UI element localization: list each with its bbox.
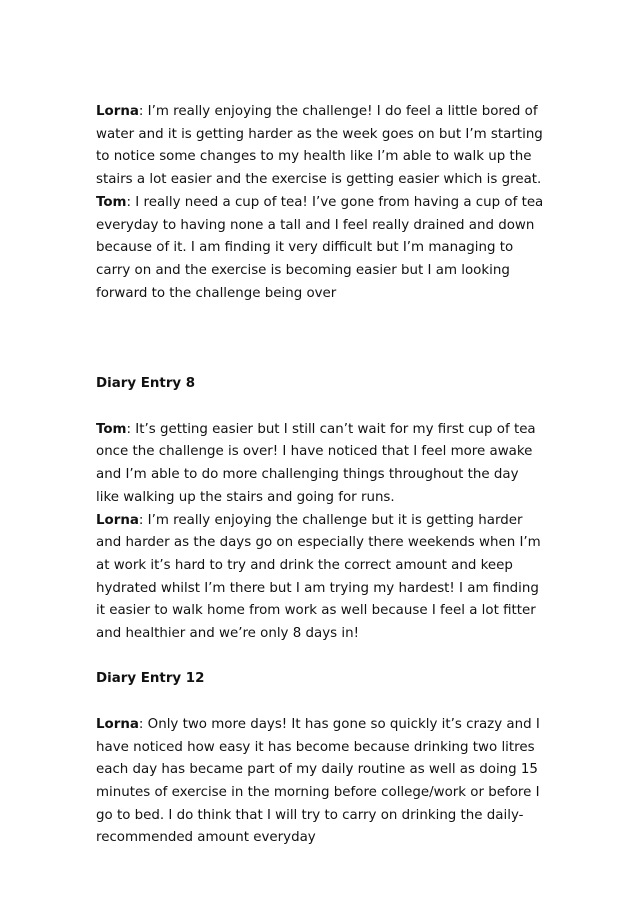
speaker-name: Lorna bbox=[96, 104, 139, 119]
paragraph-text: : It’s getting easier but I still can’t wait for my first cup of tea once the challenge is over! I have noticed that I feel more awake and I’m able to do more challenging things throughout the day like walking up the stairs and going for runs. bbox=[96, 421, 536, 505]
spacer bbox=[96, 646, 544, 669]
diary-paragraph-lorna bbox=[96, 101, 544, 192]
document-page bbox=[96, 101, 544, 850]
paragraph-text: : I’m really enjoying the challenge! I do feel a little bored of water and it is getting harder as the week goes on but I’m starting to notice some changes to my health like I’m able to walk up the stairs a lot easier and the exercise is getting easier which is great. bbox=[96, 104, 543, 188]
speaker-name: Lorna bbox=[96, 716, 139, 732]
diary-paragraph-tom bbox=[96, 419, 544, 510]
diary-paragraph-lorna bbox=[96, 714, 544, 850]
paragraph-text: : I’m really enjoying the challenge but it is getting harder and harder as the days go on especially there weekends when I’m at work it’s hard to try and drink the correct amount and keep hydrated whilst I’m there but I am trying my hardest! I am finding it easier to walk home from work as well because I feel a lot fitter and healthier and we’re only 8 days in! bbox=[96, 512, 541, 642]
paragraph-text: : Only two more days! It has gone so quickly it’s crazy and I have noticed how easy it has become because drinking two litres each day has became part of my daily routine as well as doing 15 minutes of exercise in the morning before college/work or before I go to bed. I do think that I will try to carry on drinking the daily-recommended amount everyday bbox=[96, 716, 540, 846]
diary-entry-heading: Diary Entry 8 bbox=[96, 376, 196, 392]
diary-paragraph-tom bbox=[96, 192, 544, 306]
spacer bbox=[96, 396, 544, 419]
spacer bbox=[96, 305, 544, 373]
speaker-name: Tom bbox=[96, 194, 127, 210]
diary-paragraph-lorna bbox=[96, 510, 544, 646]
spacer bbox=[96, 691, 544, 714]
speaker-name: Lorna bbox=[96, 512, 139, 528]
paragraph-text: : I really need a cup of tea! I’ve gone from having a cup of tea everyday to having none a tall and I feel really drained and down because of it. I am finding it very difficult but I’m managing to carry on and the exercise is becoming easier but I am looking forward to the challenge being over bbox=[96, 194, 544, 301]
diary-entry-heading: Diary Entry 12 bbox=[96, 671, 205, 687]
speaker-name: Tom bbox=[96, 421, 127, 437]
